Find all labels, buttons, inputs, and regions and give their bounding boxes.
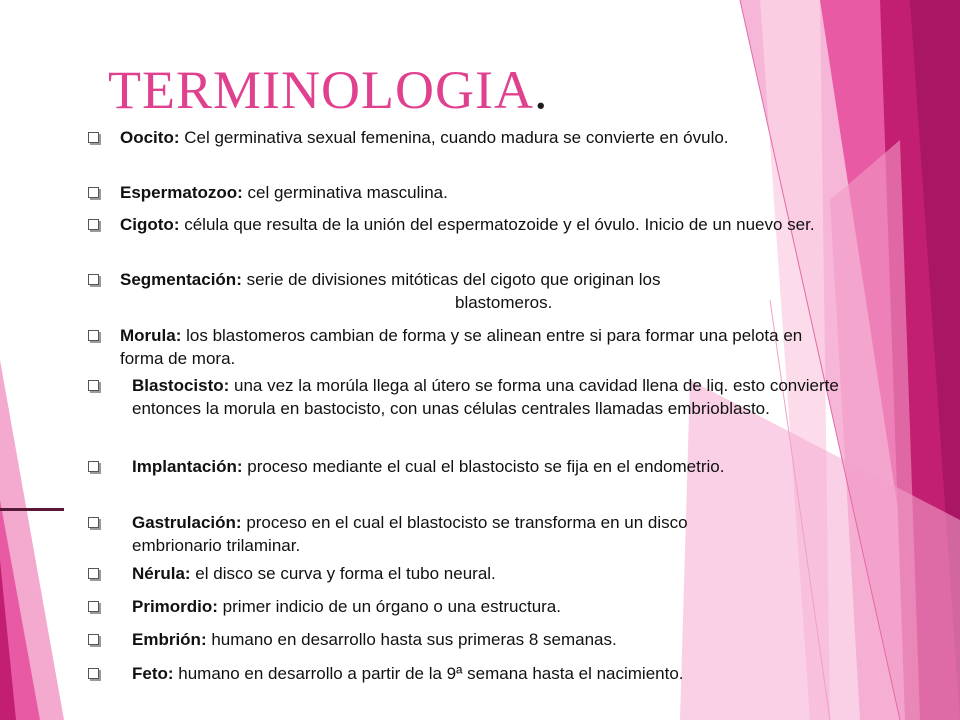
list-item-segmentacion: Segmentación: serie de divisiones mitóticas del cigoto que originan los blastomeros. <box>120 268 820 314</box>
list-item-cigoto: Cigoto: célula que resulta de la unión del espermatozoide y el óvulo. Inicio de un nuevo ser. <box>120 213 820 236</box>
square-bullet-icon <box>88 461 99 472</box>
slide-title: TERMINOLOGIA. <box>108 60 549 120</box>
list-item-primordio: Primordio: primer indicio de un órgano o una estructura. <box>132 595 792 618</box>
list-item-feto: Feto: humano en desarrollo a partir de la 9ª semana hasta el nacimiento. <box>132 662 832 685</box>
square-bullet-icon <box>88 330 99 341</box>
square-bullet-icon <box>88 187 99 198</box>
list-item-implantacion: Implantación: proceso mediante el cual el blastocisto se fija en el endometrio. <box>132 455 752 478</box>
list-item-nerula: Nérula: el disco se curva y forma el tubo neural. <box>132 562 792 585</box>
list-item-espermatozoo: Espermatozoo: cel germinativa masculina. <box>120 181 800 204</box>
square-bullet-icon <box>88 517 99 528</box>
square-bullet-icon <box>88 219 99 230</box>
square-bullet-icon <box>88 668 99 679</box>
square-bullet-icon <box>88 634 99 645</box>
square-bullet-icon <box>88 274 99 285</box>
square-bullet-icon <box>88 601 99 612</box>
square-bullet-icon <box>88 132 99 143</box>
list-item-oocito: Oocito: Cel germinativa sexual femenina, cuando madura se convierte en óvulo. <box>120 126 800 149</box>
square-bullet-icon <box>88 568 99 579</box>
list-item-blastocisto: Blastocisto: una vez la morúla llega al útero se forma una cavidad llena de liq. esto convierte entonces la morula en bastocisto, con unas células centrales llamadas embrioblasto. <box>132 374 852 420</box>
list-item-embrion: Embrión: humano en desarrollo hasta sus primeras 8 semanas. <box>132 628 792 651</box>
list-item-morula: Morula: los blastomeros cambian de forma y se alinean entre si para formar una pelota en forma de mora. <box>120 324 850 370</box>
square-bullet-icon <box>88 380 99 391</box>
accent-divider <box>0 508 64 511</box>
list-item-gastrulacion: Gastrulación: proceso en el cual el blastocisto se transforma en un disco embrionario trilaminar. <box>132 511 732 557</box>
